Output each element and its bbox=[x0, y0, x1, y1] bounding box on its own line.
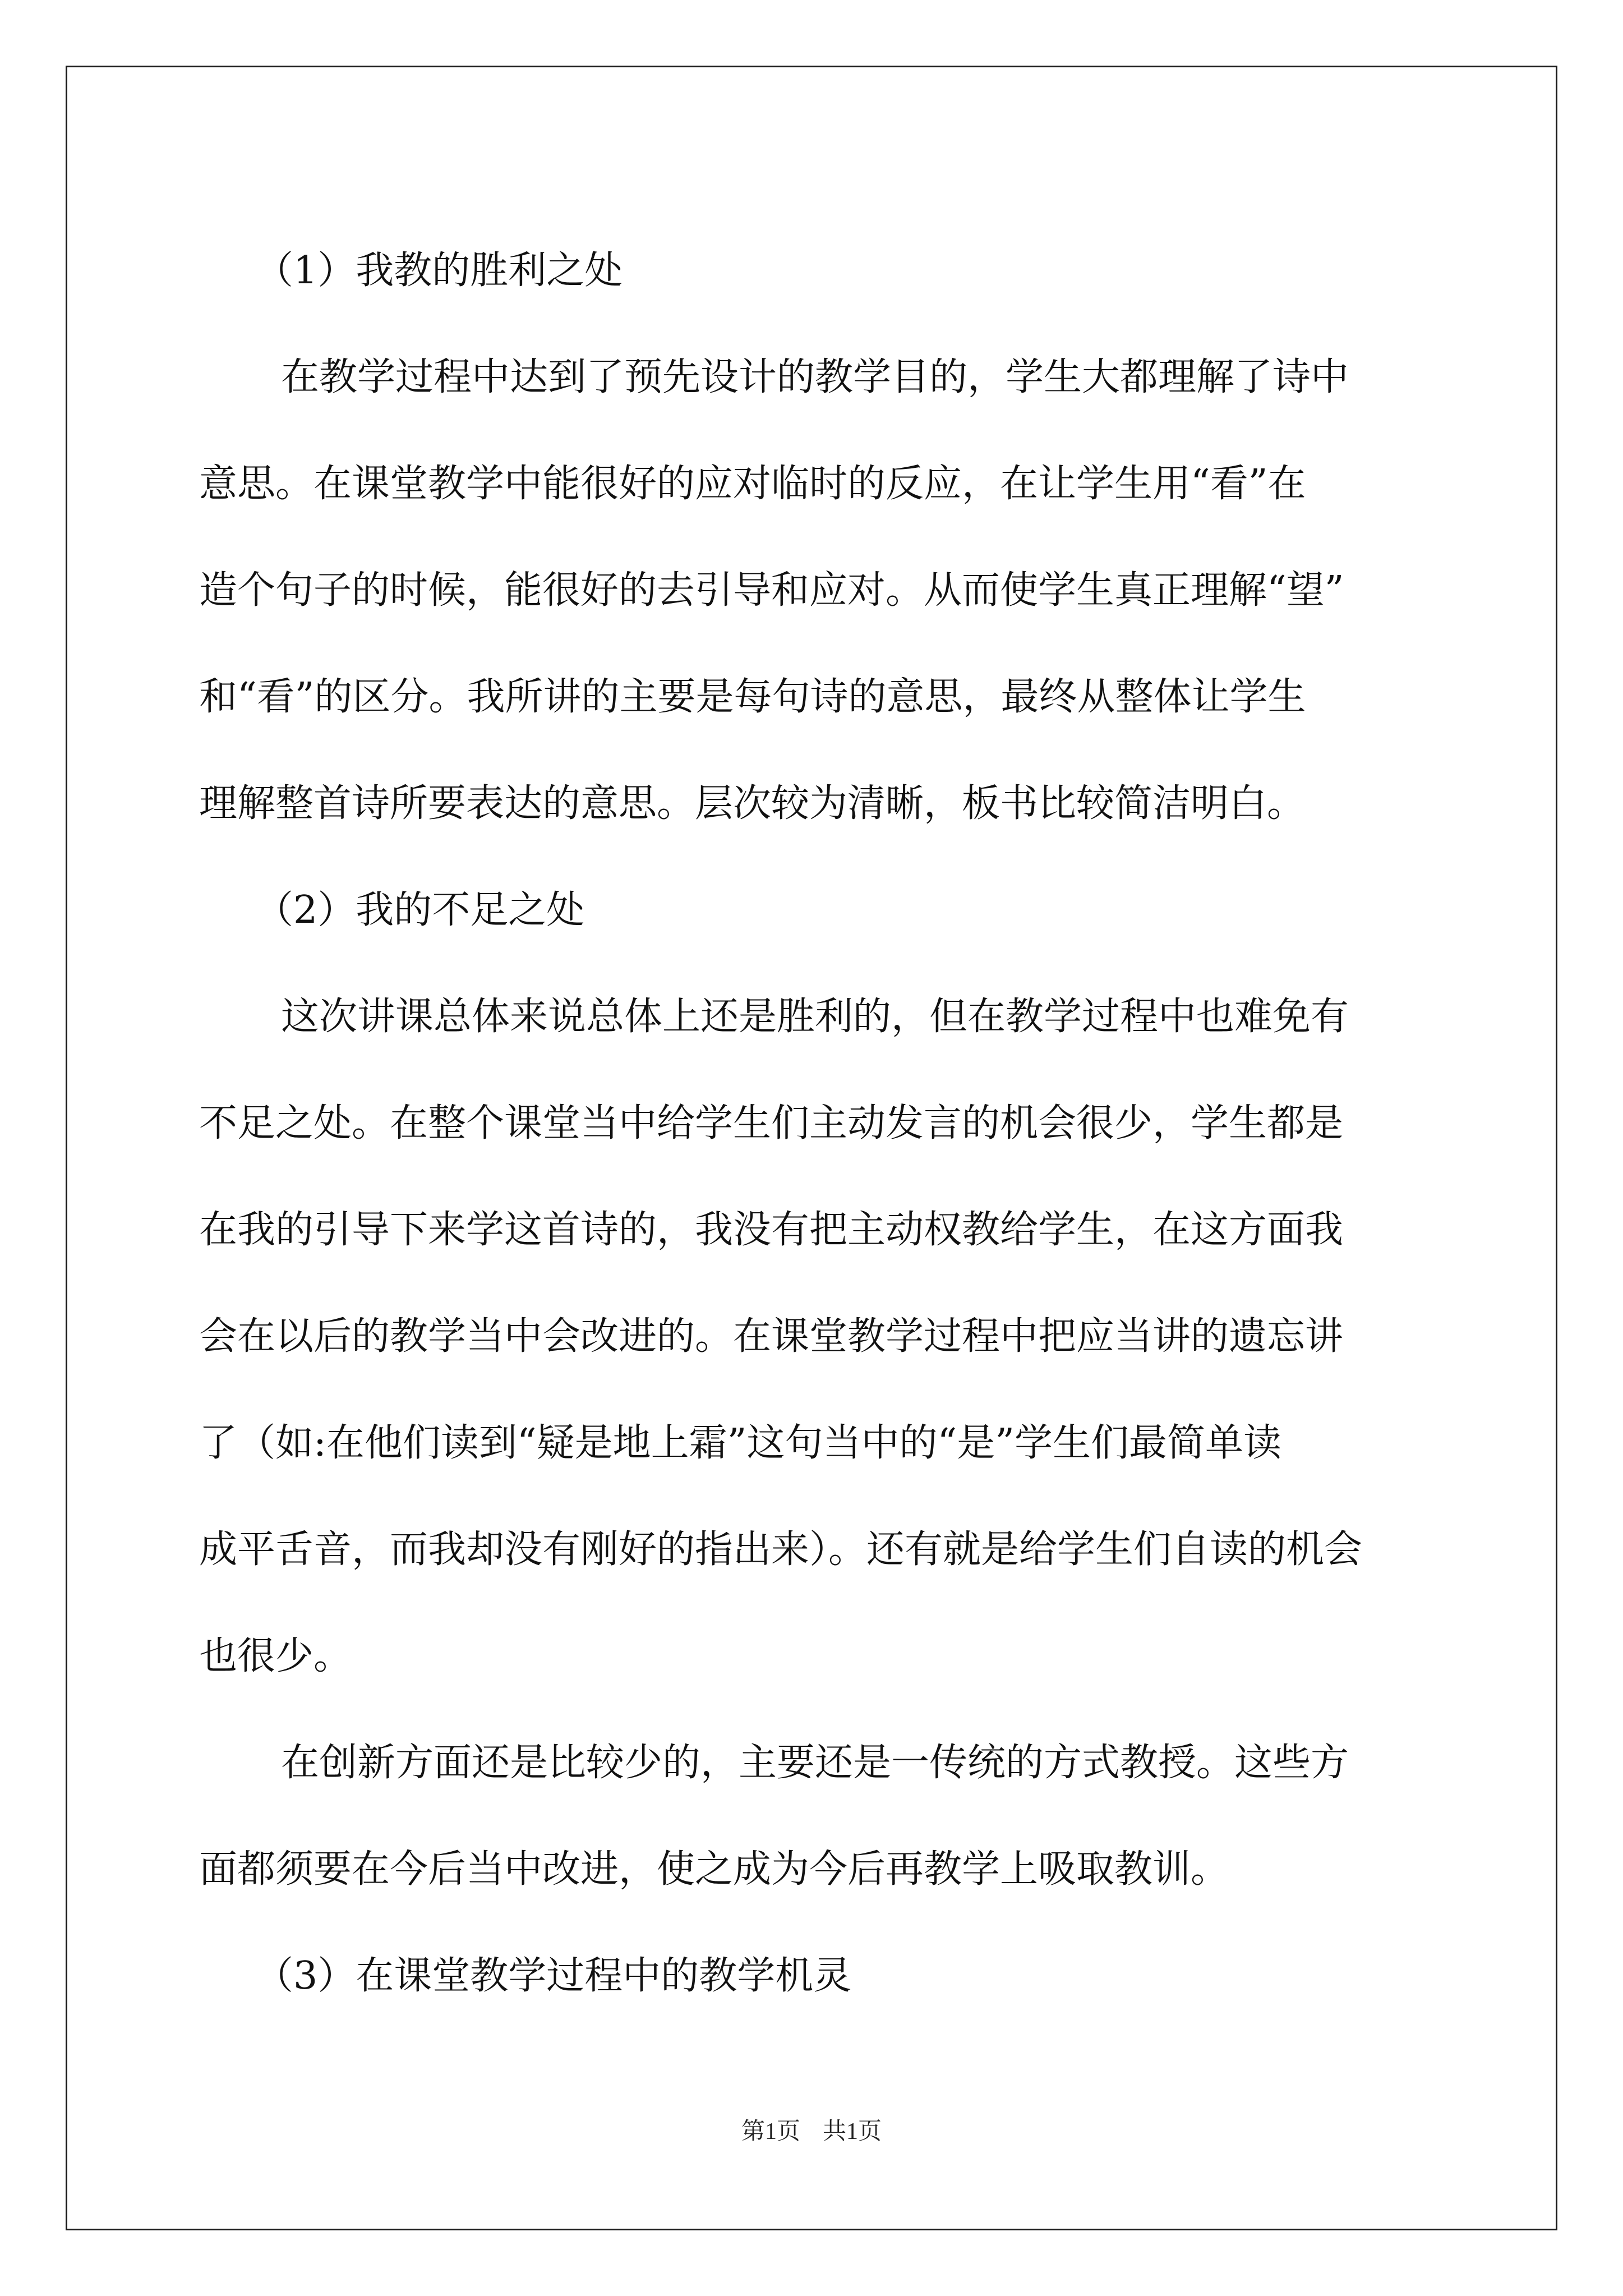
paragraph-line: 会在以后的教学当中会改进的。在课堂教学过程中把应当讲的遗忘讲 bbox=[199, 1314, 1344, 1359]
paragraph-line: 在教学过程中达到了预先设计的教学目的，学生大都理解了诗中 bbox=[281, 355, 1349, 399]
section-heading-1: （1）我教的胜利之处 bbox=[255, 249, 623, 293]
page-number-total: 共1页 bbox=[823, 2119, 882, 2145]
paragraph-line: 理解整首诗所要表达的意思。层次较为清晰，板书比较简洁明白。 bbox=[199, 781, 1306, 826]
paragraph-line: 不足之处。在整个课堂当中给学生们主动发言的机会很少，学生都是 bbox=[199, 1101, 1344, 1145]
paragraph-line: 成平舌音，而我却没有刚好的指出来）。还有就是给学生们自读的机会 bbox=[199, 1527, 1363, 1572]
paragraph-line: 造个句子的时候，能很好的去引导和应对。从而使学生真正理解“望” bbox=[199, 568, 1344, 613]
paragraph-line: 在创新方面还是比较少的，主要还是一传统的方式教授。这些方 bbox=[281, 1741, 1349, 1785]
paragraph-line: 面都须要在今后当中改进，使之成为今后再教学上吸取教训。 bbox=[199, 1847, 1229, 1892]
paragraph-line: 也很少。 bbox=[199, 1634, 352, 1678]
paragraph-line: 这次讲课总体来说总体上还是胜利的，但在教学过程中也难免有 bbox=[281, 995, 1349, 1039]
page-number-current: 第1页 bbox=[741, 2119, 800, 2145]
paragraph-line: 和“看”的区分。我所讲的主要是每句诗的意思，最终从整体让学生 bbox=[199, 675, 1306, 719]
paragraph-2 bbox=[199, 964, 1433, 1710]
paragraph-3 bbox=[199, 1710, 1433, 1923]
paragraph-line: 意思。在课堂教学中能很好的应对临时的反应，在让学生用“看”在 bbox=[199, 462, 1306, 506]
paragraph-line: 了（如:在他们读到“疑是地上霜”这句当中的“是”学生们最简单读 bbox=[199, 1421, 1281, 1465]
document-body bbox=[199, 218, 1433, 2030]
paragraph-1 bbox=[199, 324, 1433, 857]
section-heading-2: （2）我的不足之处 bbox=[255, 888, 585, 932]
page-footer bbox=[0, 2115, 1623, 2148]
section-heading-3: （3）在课堂教学过程中的教学机灵 bbox=[255, 1954, 852, 1998]
paragraph-line: 在我的引导下来学这首诗的，我没有把主动权教给学生，在这方面我 bbox=[199, 1208, 1344, 1252]
